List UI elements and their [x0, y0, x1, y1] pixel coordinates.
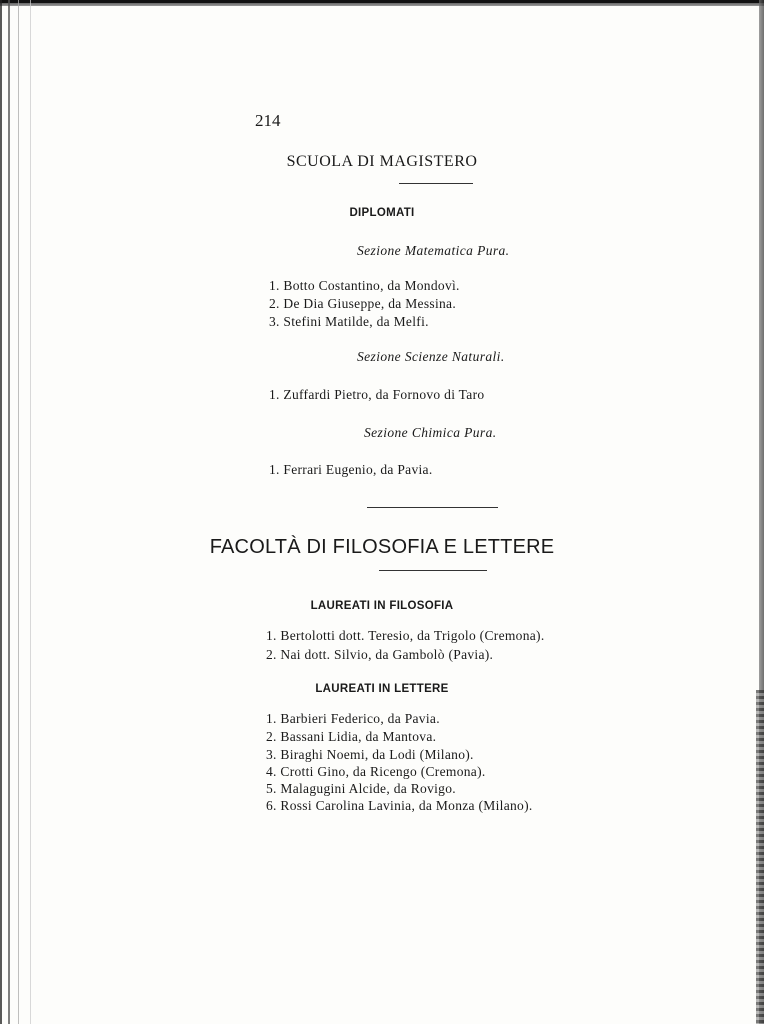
- list-item: 1. Zuffardi Pietro, da Fornovo di Taro: [269, 387, 485, 402]
- laureati-filosofia-heading: LAUREATI IN FILOSOFIA: [310, 600, 454, 612]
- list-item: 2. Bassani Lidia, da Mantova.: [266, 729, 437, 744]
- diplomati-heading: DIPLOMATI: [349, 207, 415, 219]
- list-item: 1. Bertolotti dott. Teresio, da Trigolo (Cremona).: [266, 628, 545, 643]
- scan-edge-top: [0, 0, 764, 6]
- list-item: 1. Botto Costantino, da Mondovì.: [269, 278, 460, 293]
- section-divider: [367, 507, 498, 508]
- list-item: 1. Barbieri Federico, da Pavia.: [266, 711, 440, 726]
- list-item: 3. Biraghi Noemi, da Lodi (Milano).: [266, 747, 474, 762]
- laureati-lettere-heading: LAUREATI IN LETTERE: [315, 683, 449, 695]
- list-item: 2. De Dia Giuseppe, da Messina.: [269, 296, 457, 311]
- section-title-chimica: Sezione Chimica Pura.: [364, 425, 497, 440]
- list-item: 2. Nai dott. Silvio, da Gambolò (Pavia).: [266, 647, 494, 662]
- list-item: 3. Stefini Matilde, da Melfi.: [269, 314, 429, 329]
- title-underline: [399, 183, 473, 184]
- list-item: 1. Ferrari Eugenio, da Pavia.: [269, 462, 433, 477]
- section-title-matematica: Sezione Matematica Pura.: [357, 243, 510, 258]
- list-item: 6. Rossi Carolina Lavinia, da Monza (Milano).: [266, 798, 533, 813]
- list-item: 4. Crotti Gino, da Ricengo (Cremona).: [266, 764, 486, 779]
- faculty-title: FACOLTÀ DI FILOSOFIA E LETTERE: [209, 536, 555, 558]
- list-item: 5. Malagugini Alcide, da Rovigo.: [266, 781, 456, 796]
- page-number: 214: [255, 111, 281, 130]
- scan-edge-right-lower: [756, 690, 764, 1024]
- section-title-scienze: Sezione Scienze Naturali.: [357, 349, 505, 364]
- school-title: SCUOLA DI MAGISTERO: [286, 153, 478, 170]
- faculty-underline: [379, 570, 487, 571]
